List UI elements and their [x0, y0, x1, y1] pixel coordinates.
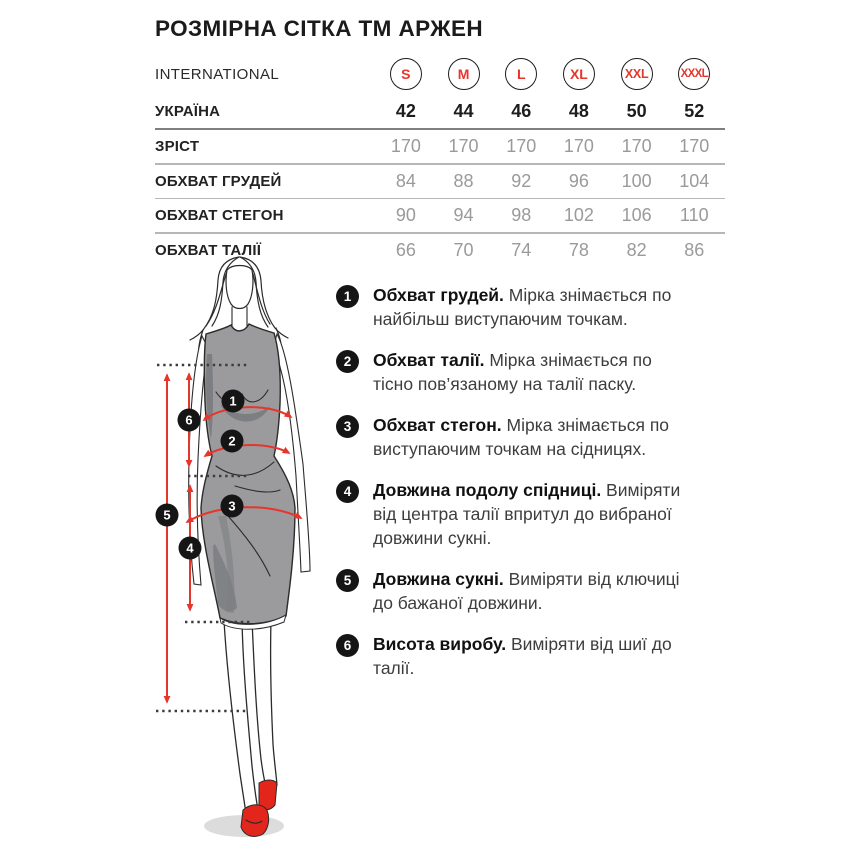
size-badge-xl: [563, 58, 595, 90]
figure-number-5: 5: [163, 507, 171, 523]
table-row-international: [155, 54, 725, 94]
row-label: ОБХВАТ ТАЛІЇ: [155, 241, 262, 259]
size-table-body: [155, 130, 725, 267]
row-label-ukraine: УКРАЇНА: [155, 102, 221, 120]
size-value: 70: [453, 239, 474, 260]
measurement-description: Мірка знімається по найбільш виступаючим точкам.: [373, 285, 672, 329]
ukraine-size-value: 44: [453, 100, 474, 121]
size-cell: [665, 58, 723, 90]
measurement-number-badge: 5: [336, 569, 359, 592]
measurement-description: Виміряти від ключиці до бажаної довжини.: [373, 569, 680, 613]
measurement-term: Довжина сукні.: [373, 569, 504, 589]
figure-number-2: 2: [228, 433, 236, 449]
size-badge-m: [448, 58, 480, 90]
ukraine-size-value: 46: [511, 100, 532, 121]
size-badge-label: M: [457, 66, 470, 82]
measurement-item: [336, 413, 736, 461]
measurement-text: [373, 632, 689, 680]
size-badge-label: XL: [569, 66, 588, 82]
measurement-item: [336, 632, 736, 680]
size-value: 110: [679, 205, 709, 225]
size-value: 106: [621, 205, 652, 225]
measurement-text: [373, 348, 689, 396]
size-badge-label: S: [401, 66, 411, 82]
size-value: 88: [453, 170, 474, 191]
row-label: ОБХВАТ СТЕГОН: [155, 207, 284, 224]
size-value: 66: [395, 239, 416, 260]
measurement-item: [336, 478, 736, 550]
size-value: 84: [395, 170, 416, 191]
figure-number-3: 3: [228, 498, 236, 514]
figure-number-1: 1: [229, 393, 237, 409]
size-badge-xxxl: [678, 58, 710, 90]
measurement-number-badge: 1: [336, 285, 359, 308]
size-badge-s: [390, 58, 422, 90]
size-badge-l: [505, 58, 537, 90]
size-value: 104: [679, 170, 710, 191]
size-cell: [492, 58, 550, 90]
page-title: РОЗМІРНА СІТКА ТМ АРЖЕН: [155, 16, 484, 41]
measurement-description: Мірка знімається по виступаючим точкам на сідницях.: [373, 415, 670, 459]
ukraine-size-value: 48: [568, 100, 589, 121]
measurement-item: [336, 567, 736, 615]
size-value: 170: [506, 136, 537, 156]
measurement-text: [373, 413, 689, 461]
size-value: 90: [395, 205, 416, 225]
table-row-ukraine: [155, 94, 725, 128]
row-label: ОБХВАТ ГРУДЕЙ: [155, 172, 282, 190]
size-value: 100: [621, 170, 652, 191]
measurement-description: Виміряти від центра талії впритул до вибраної довжини сукні.: [373, 480, 681, 548]
ukraine-size-value: 50: [626, 100, 647, 121]
size-value: 102: [563, 205, 594, 225]
size-table: [155, 54, 725, 267]
size-value: 170: [563, 136, 594, 156]
ukraine-size-value: 42: [395, 100, 416, 121]
measurement-item: [336, 283, 736, 331]
figure-number-4: 4: [186, 540, 194, 556]
size-value: 170: [679, 136, 710, 156]
size-value: 82: [626, 239, 647, 260]
measurement-item: [336, 348, 736, 396]
size-value: 92: [511, 170, 532, 191]
figure-illustration: [140, 254, 345, 850]
size-value: 170: [448, 136, 479, 156]
size-value: 74: [511, 239, 532, 260]
size-cell: [377, 58, 435, 90]
measurement-text: [373, 478, 689, 550]
woman-figure: [189, 257, 310, 836]
row-label: ЗРІСТ: [155, 138, 200, 155]
size-value: 94: [453, 205, 474, 225]
size-cell: [435, 58, 493, 90]
measurement-list: [336, 283, 736, 697]
size-value: 98: [511, 205, 532, 225]
measurement-term: Довжина подолу спідниці.: [373, 480, 602, 500]
measurement-term: Висота виробу.: [373, 634, 507, 654]
measurement-text: [373, 283, 689, 331]
size-badge-label: XXL: [624, 67, 649, 81]
measurement-number-badge: 3: [336, 415, 359, 438]
figure-number-6: 6: [185, 412, 193, 428]
measurement-term: Обхват грудей.: [373, 285, 504, 305]
size-value: 170: [390, 136, 421, 156]
size-badge-label: L: [516, 66, 526, 82]
size-value: 86: [684, 239, 705, 260]
measurement-number-badge: 2: [336, 350, 359, 373]
row-label-international: INTERNATIONAL: [155, 65, 280, 83]
measurement-text: [373, 567, 689, 615]
size-value: 96: [568, 170, 589, 191]
measurement-term: Обхват стегон.: [373, 415, 502, 435]
measurement-term: Обхват талії.: [373, 350, 485, 370]
size-badge-xxl: [621, 58, 653, 90]
table-row: [155, 130, 725, 163]
size-badge-label: XXXL: [680, 68, 708, 80]
table-row: [155, 165, 725, 198]
table-row: [155, 199, 725, 232]
measurement-description: Мірка знімається по тісно пов’язаному на талії паску.: [373, 350, 652, 394]
measurement-description: Виміряти від шиї до талії.: [373, 634, 672, 678]
ukraine-size-value: 52: [684, 100, 705, 121]
size-cell: [550, 58, 608, 90]
size-value: 170: [621, 136, 652, 156]
size-value: 78: [568, 239, 589, 260]
measurement-number-badge: 6: [336, 634, 359, 657]
size-cell: [608, 58, 666, 90]
measurement-number-badge: 4: [336, 480, 359, 503]
